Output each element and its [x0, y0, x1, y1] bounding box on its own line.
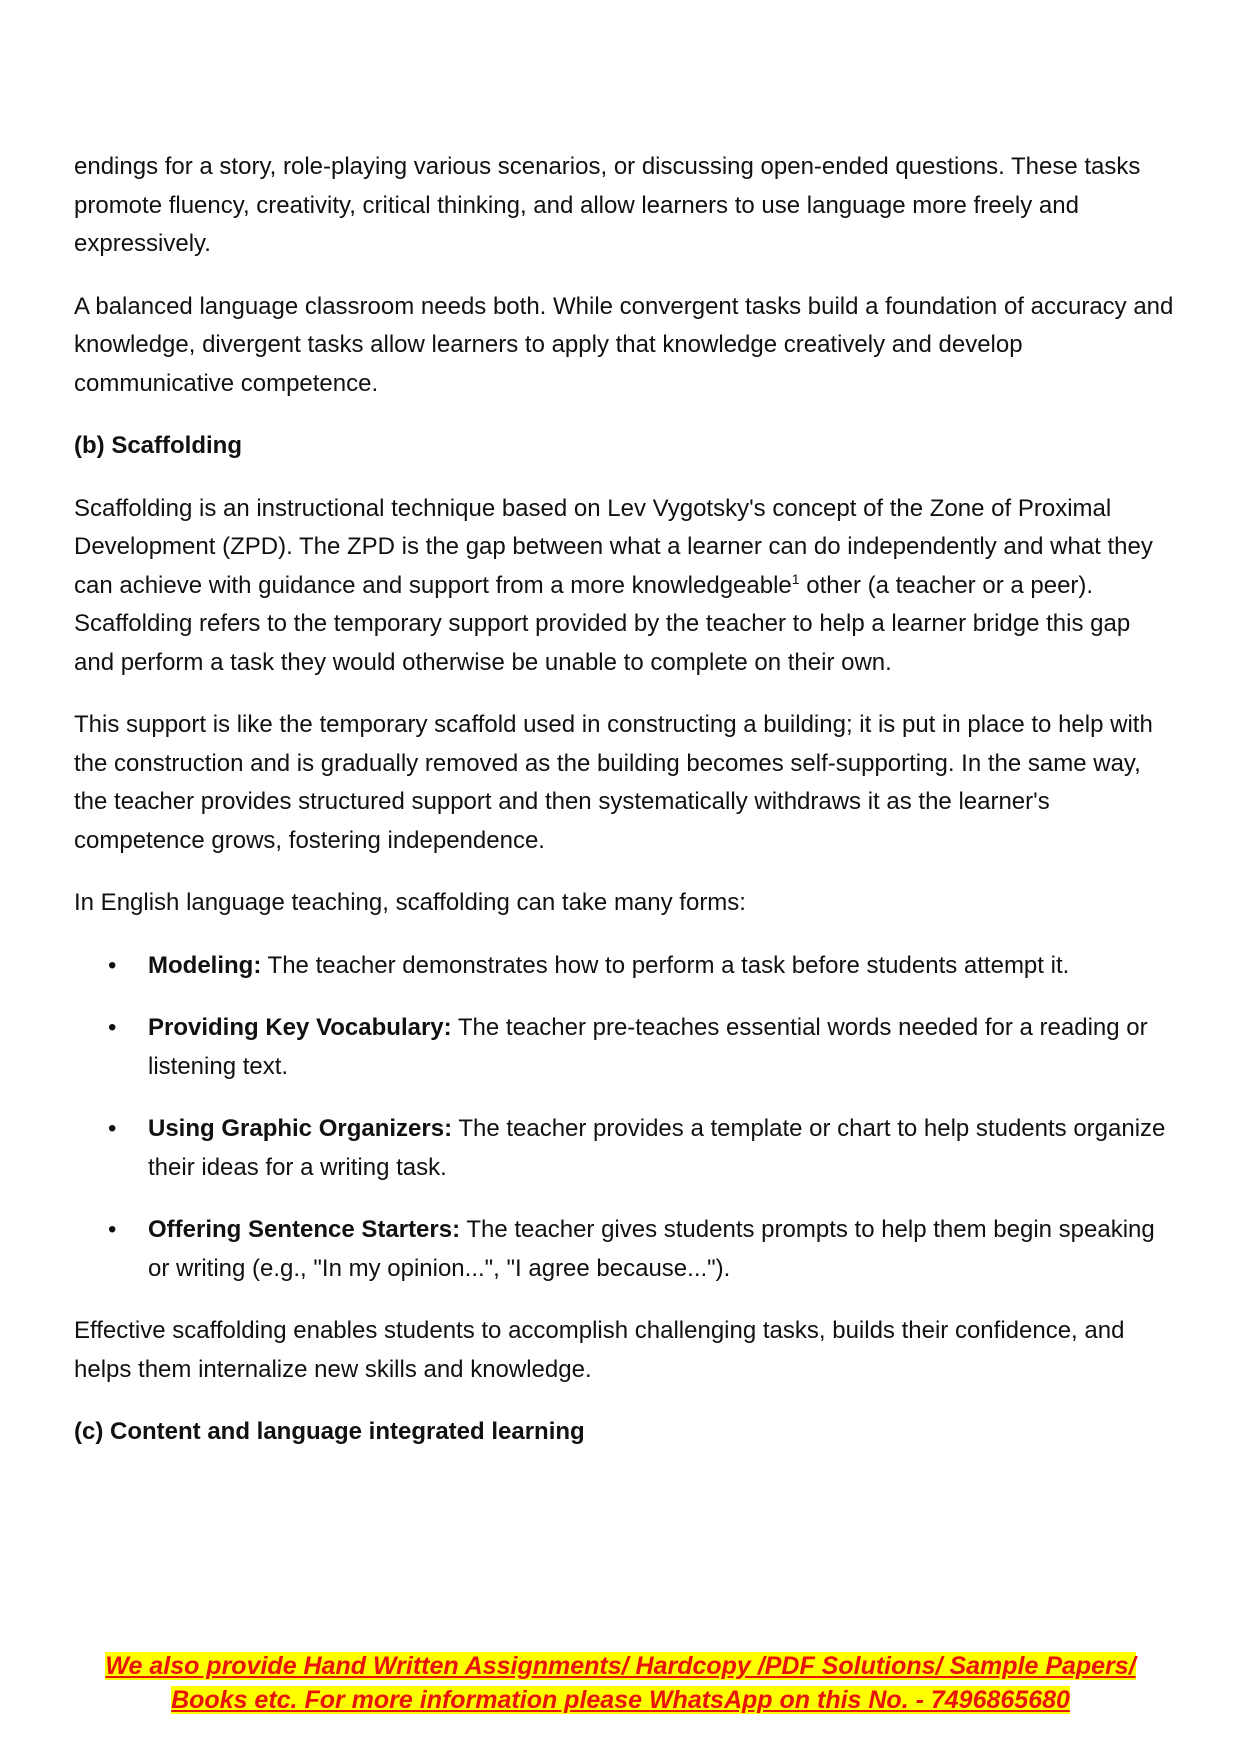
- list-item: [74, 1211, 1174, 1288]
- paragraph-scaffold-analogy: This support is like the temporary scaffold used in constructing a building; it is put in place to help with the construction and is gradually removed as the building becomes self-supporting. In the same way, the teacher provides structured support and then systematically withdraws it as the learner's competence grows, fostering independence.: [74, 711, 1153, 854]
- paragraph-effective-scaffolding: Effective scaffolding enables students to accomplish challenging tasks, builds their confidence, and helps them internalize new skills and knowledge.: [74, 1317, 1125, 1383]
- footer-line-2-text: Books etc. For more information please WhatsApp on this No. - 7496865680: [171, 1686, 1070, 1714]
- paragraph-balanced-classroom: A balanced language classroom needs both. While convergent tasks build a foundation of accuracy and knowledge, divergent tasks allow learners to apply that knowledge creatively and develop communicative competence.: [74, 292, 1174, 397]
- scaffolding-definition-text-2: other (a teacher or a peer). Scaffolding refers to the temporary support provided by the teacher to help a learner bridge this gap and perform a task they would otherwise be unable to complete on their own.: [74, 571, 1131, 676]
- list-item-text: The teacher provides a template or chart to help students organize their ideas for a writing task.: [148, 1115, 1166, 1181]
- paragraph-forms-intro: In English language teaching, scaffolding can take many forms:: [74, 889, 746, 916]
- scaffolding-forms-list: [74, 947, 1174, 1289]
- list-item-term: Using Graphic Organizers:: [148, 1115, 453, 1142]
- advertisement-footer: [0, 1649, 1241, 1717]
- section-heading-scaffolding: (b) Scaffolding: [74, 432, 242, 459]
- list-item: [74, 1110, 1174, 1187]
- list-item: [74, 1009, 1174, 1086]
- footnote-marker: 1: [791, 570, 800, 587]
- list-item-text: The teacher gives students prompts to help them begin speaking or writing (e.g., "In my opinion...", "I agree because...").: [148, 1216, 1155, 1282]
- footer-line-1: [0, 1649, 1241, 1683]
- document-body: [74, 148, 1174, 1476]
- footer-line-2: [0, 1683, 1241, 1717]
- list-item-text: The teacher demonstrates how to perform a task before students attempt it.: [261, 951, 1070, 979]
- paragraph-scaffolding-definition: [74, 490, 1174, 683]
- list-item-term: Offering Sentence Starters:: [148, 1216, 461, 1243]
- list-item-term: Modeling:: [148, 951, 262, 979]
- list-item-term: Providing Key Vocabulary:: [148, 1014, 452, 1041]
- list-item-text: The teacher pre-teaches essential words needed for a reading or listening text.: [148, 1014, 1148, 1080]
- section-heading-clil: (c) Content and language integrated learning: [74, 1418, 585, 1445]
- scaffolding-definition-text-1: Scaffolding is an instructional technique based on Lev Vygotsky's concept of the Zone of Proximal Development (ZPD). The ZPD is the gap between what a learner can do independently and what they can achieve with guidance and support from a more knowledgeable: [74, 494, 1153, 599]
- list-item: [74, 947, 1174, 986]
- paragraph-divergent-tasks: endings for a story, role-playing various scenarios, or discussing open-ended questions. These tasks promote fluency, creativity, critical thinking, and allow learners to use language more freely and expressively.: [74, 153, 1141, 257]
- footer-line-1-text: We also provide Hand Written Assignments/ Hardcopy /PDF Solutions/ Sample Papers/: [105, 1652, 1136, 1680]
